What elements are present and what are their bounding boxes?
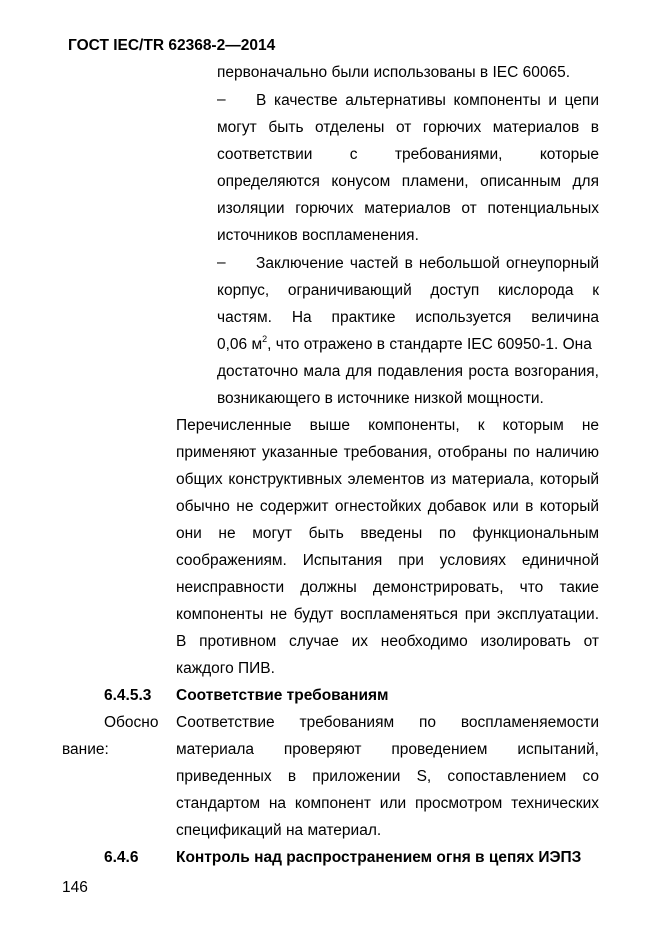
list-item-line-with-superscript — [217, 335, 592, 355]
rationale-label: Обосно — [104, 714, 159, 731]
list-dash: – — [217, 91, 226, 108]
paragraph-line: соображениям. Испытания при условиях единичной — [176, 552, 599, 569]
paragraph-line: компоненты не будут воспламеняться при эксплуатации. — [176, 606, 599, 623]
list-continuation-line: первоначально были использованы в IEC 60065. — [217, 64, 571, 81]
line-rest: , что отражено в стандарте IEC 60950-1. Она — [267, 336, 592, 353]
list-item-line: соответствии с требованиями, которые — [217, 146, 599, 163]
list-item-line: корпус, ограничивающий доступ кислорода к — [217, 282, 599, 299]
document-header: ГОСТ IEC/TR 62368-2—2014 — [68, 37, 276, 54]
rationale-label: вание: — [62, 741, 109, 758]
list-item-line: источников воспламенения. — [217, 227, 419, 244]
list-item-line: В качестве альтернативы компоненты и цепи — [256, 92, 599, 109]
list-item-line: изоляции горючих материалов от потенциальных — [217, 200, 599, 217]
page-number: 146 — [62, 879, 88, 896]
rationale-line: материала проверяют проведением испытаний, — [176, 741, 599, 758]
area-value: 0,06 м — [217, 336, 263, 353]
list-item-line: могут быть отделены от горючих материалов в — [217, 119, 599, 136]
section-title: Контроль над распространением огня в цепях ИЭПЗ — [176, 849, 582, 866]
list-item-line: возникающего в источнике низкой мощности. — [217, 390, 544, 407]
list-item-line: определяются конусом пламени, описанным для — [217, 173, 599, 190]
paragraph-line: применяют указанные требования, отобраны по наличию — [176, 444, 599, 461]
section-number: 6.4.6 — [104, 849, 139, 866]
rationale-line: Соответствие требованиям по воспламеняемости — [176, 714, 599, 731]
rationale-line: спецификаций на материал. — [176, 822, 382, 839]
section-title: Соответствие требованиям — [176, 687, 389, 704]
list-item-line: достаточно мала для подавления роста возгорания, — [217, 363, 599, 380]
paragraph-line: Перечисленные выше компоненты, к которым не — [176, 417, 599, 434]
rationale-line: стандартом на компонент или просмотром технических — [176, 795, 599, 812]
list-dash: – — [217, 254, 226, 271]
list-item-line: Заключение частей в небольшой огнеупорный — [256, 255, 599, 272]
paragraph-line: обычно не содержит огнестойких добавок или в который — [176, 498, 599, 515]
rationale-line: приведенных в приложении S, сопоставлением со — [176, 768, 599, 785]
paragraph-line: общих конструктивных элементов из материала, который — [176, 471, 599, 488]
paragraph-line: каждого ПИВ. — [176, 660, 275, 677]
paragraph-line: неисправности должны демонстрировать, что такие — [176, 579, 599, 596]
section-number: 6.4.5.3 — [104, 687, 152, 704]
paragraph-line: В противном случае их необходимо изолировать от — [176, 633, 599, 650]
paragraph-line: они не могут быть введены по функциональным — [176, 525, 599, 542]
superscript: 2 — [262, 334, 268, 344]
list-item-line: частям. На практике используется величина — [217, 309, 599, 326]
